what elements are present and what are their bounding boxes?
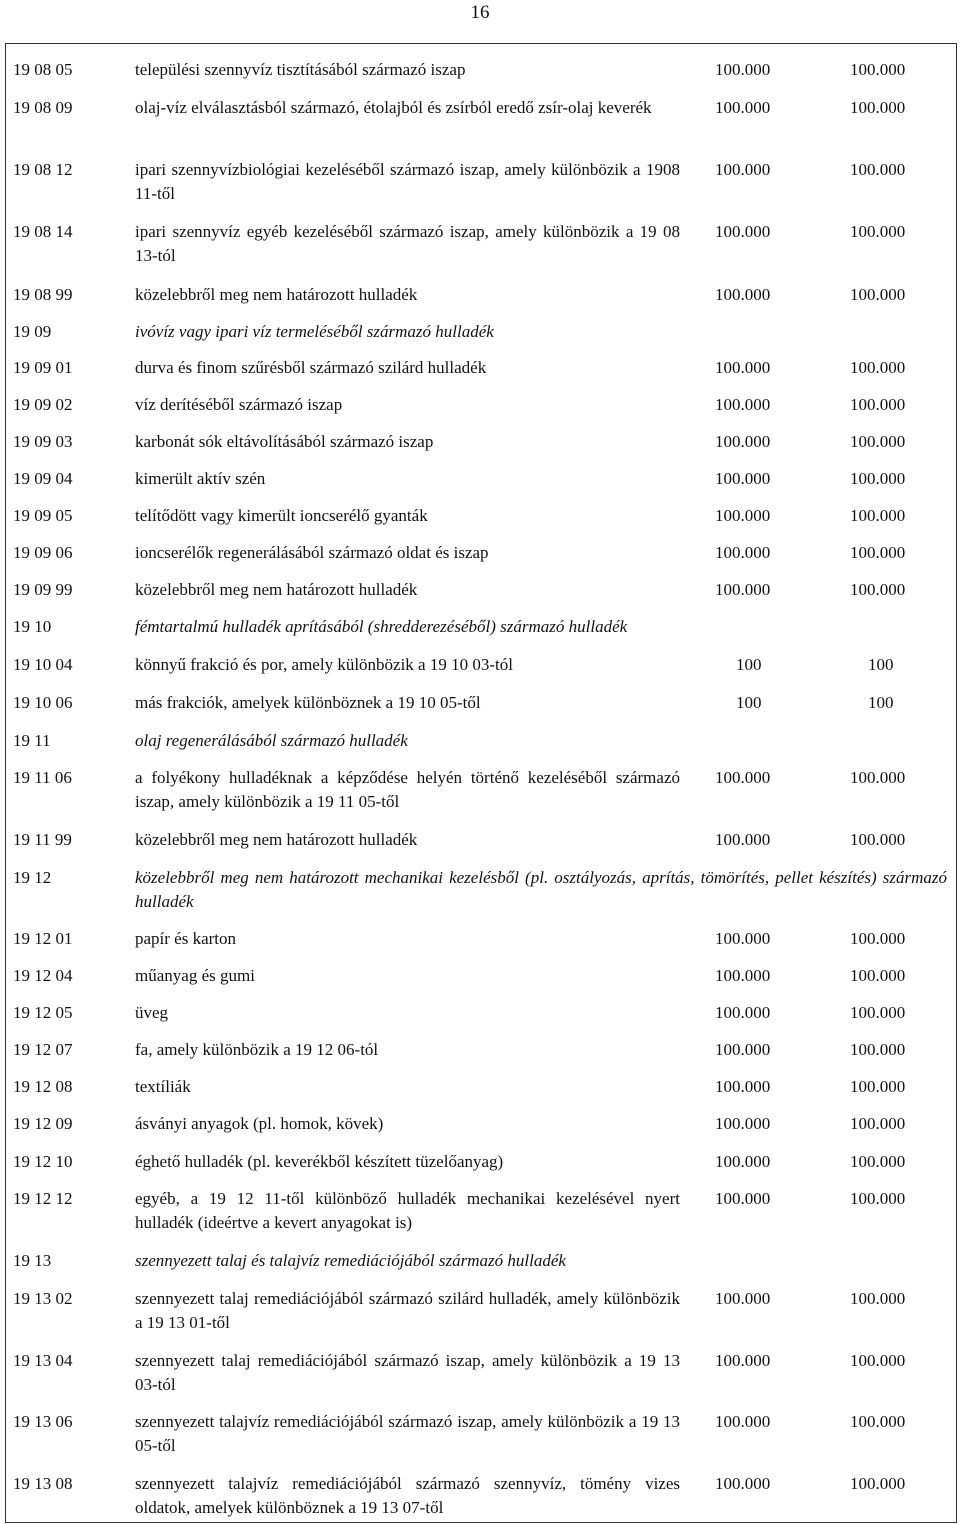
quantity-value-2: 100.000 — [850, 1003, 906, 1022]
quantity-value-2: 100.000 — [850, 1289, 906, 1308]
quantity-value-1: 100.000 — [715, 1289, 771, 1308]
waste-description: a folyékony hulladéknak a képződése helyén történő kezeléséből származó iszap, amely különbözik a 19 11 05-től — [135, 768, 680, 811]
waste-description: papír és karton — [135, 929, 237, 948]
waste-description: víz derítéséből származó iszap — [135, 395, 343, 414]
group-heading: szennyezett talaj és talajvíz remediációjából származó hulladék — [135, 1251, 566, 1270]
waste-code: 19 10 06 — [13, 693, 73, 712]
waste-code: 19 10 — [13, 617, 52, 636]
waste-code: 19 12 12 — [13, 1189, 73, 1208]
waste-description: éghető hulladék (pl. keverékből készített tüzelőanyag) — [135, 1152, 504, 1171]
quantity-value-2: 100.000 — [850, 469, 906, 488]
quantity-value-1: 100.000 — [715, 1474, 771, 1493]
quantity-value-1: 100.000 — [715, 1189, 771, 1208]
waste-description: kimerült aktív szén — [135, 469, 266, 488]
quantity-value-1: 100.000 — [715, 768, 771, 787]
quantity-value-1: 100.000 — [715, 469, 771, 488]
group-heading: fémtartalmú hulladék aprításából (shredderezéséből) származó hulladék — [135, 617, 628, 636]
quantity-value-1: 100.000 — [715, 222, 771, 241]
quantity-value-1: 100.000 — [715, 432, 771, 451]
quantity-value-2: 100 — [868, 655, 894, 674]
waste-code: 19 08 14 — [13, 222, 73, 241]
quantity-value-1: 100.000 — [715, 1077, 771, 1096]
waste-code: 19 12 09 — [13, 1114, 73, 1133]
quantity-value-2: 100.000 — [850, 1040, 906, 1059]
quantity-value-2: 100.000 — [850, 1077, 906, 1096]
waste-code: 19 09 03 — [13, 432, 73, 451]
quantity-value-1: 100.000 — [715, 1114, 771, 1133]
quantity-value-2: 100.000 — [850, 1152, 906, 1171]
waste-code: 19 13 06 — [13, 1412, 73, 1431]
waste-code: 19 13 04 — [13, 1351, 73, 1370]
waste-code: 19 08 09 — [13, 98, 73, 117]
waste-description: ipari szennyvíz egyéb kezeléséből származó iszap, amely különbözik a 19 08 13-tól — [135, 222, 680, 265]
quantity-value-1: 100.000 — [715, 60, 771, 79]
waste-code: 19 11 — [13, 731, 51, 750]
quantity-value-1: 100.000 — [715, 929, 771, 948]
waste-code: 19 12 01 — [13, 929, 73, 948]
waste-description: szennyezett talaj remediációjából származó szilárd hulladék, amely különbözik a 19 13 01-től — [135, 1289, 680, 1332]
group-heading: olaj regenerálásából származó hulladék — [135, 731, 408, 750]
waste-description: szennyezett talajvíz remediációjából származó iszap, amely különbözik a 19 13 05-től — [135, 1412, 680, 1455]
waste-description: más frakciók, amelyek különböznek a 19 10 05-től — [135, 693, 481, 712]
waste-code: 19 13 08 — [13, 1474, 73, 1493]
waste-code: 19 12 05 — [13, 1003, 73, 1022]
quantity-value-2: 100.000 — [850, 830, 906, 849]
quantity-value-1: 100.000 — [715, 1351, 771, 1370]
quantity-value-2: 100.000 — [850, 966, 906, 985]
quantity-value-2: 100.000 — [850, 1351, 906, 1370]
quantity-value-2: 100.000 — [850, 160, 906, 179]
quantity-value-2: 100.000 — [850, 506, 906, 525]
quantity-value-2: 100.000 — [850, 543, 906, 562]
quantity-value-2: 100.000 — [850, 580, 906, 599]
waste-description: egyéb, a 19 12 11-től különböző hulladék mechanikai kezelésével nyert hulladék (ideértve a kevert anyagokat is) — [135, 1189, 680, 1232]
quantity-value-2: 100.000 — [850, 222, 906, 241]
quantity-value-2: 100.000 — [850, 929, 906, 948]
waste-description: telítődött vagy kimerült ioncserélő gyanták — [135, 506, 428, 525]
waste-code: 19 10 04 — [13, 655, 73, 674]
quantity-value-2: 100.000 — [850, 432, 906, 451]
quantity-value-2: 100.000 — [850, 1114, 906, 1133]
waste-description: műanyag és gumi — [135, 966, 255, 985]
quantity-value-2: 100.000 — [850, 1412, 906, 1431]
waste-code: 19 11 99 — [13, 830, 72, 849]
quantity-value-1: 100.000 — [715, 98, 771, 117]
quantity-value-2: 100.000 — [850, 98, 906, 117]
quantity-value-1: 100.000 — [715, 395, 771, 414]
quantity-value-2: 100.000 — [850, 358, 906, 377]
quantity-value-1: 100.000 — [715, 1412, 771, 1431]
waste-description: települési szennyvíz tisztításából származó iszap — [135, 60, 466, 79]
waste-description: szennyezett talajvíz remediációjából származó szennyvíz, tömény vizes oldatok, amelyek különböznek a 19 13 07-től — [135, 1474, 680, 1517]
waste-description: ioncserélők regenerálásából származó oldat és iszap — [135, 543, 489, 562]
quantity-value-1: 100.000 — [715, 1003, 771, 1022]
waste-code: 19 12 10 — [13, 1152, 73, 1171]
waste-code: 19 09 — [13, 322, 52, 341]
page-number: 16 — [470, 2, 490, 23]
waste-description: üveg — [135, 1003, 169, 1022]
quantity-value-2: 100.000 — [850, 60, 906, 79]
waste-description: közelebbről meg nem határozott hulladék — [135, 580, 418, 599]
waste-code: 19 09 05 — [13, 506, 73, 525]
waste-code: 19 09 04 — [13, 469, 73, 488]
waste-code: 19 09 06 — [13, 543, 73, 562]
quantity-value-1: 100.000 — [715, 285, 771, 304]
group-heading: ivóvíz vagy ipari víz termeléséből származó hulladék — [135, 322, 494, 341]
quantity-value-2: 100 — [868, 693, 894, 712]
quantity-value-1: 100.000 — [715, 1040, 771, 1059]
waste-code: 19 09 99 — [13, 580, 73, 599]
quantity-value-1: 100.000 — [715, 830, 771, 849]
quantity-value-1: 100 — [736, 655, 762, 674]
waste-code: 19 12 04 — [13, 966, 73, 985]
quantity-value-1: 100.000 — [715, 966, 771, 985]
waste-code: 19 08 99 — [13, 285, 73, 304]
quantity-value-2: 100.000 — [850, 285, 906, 304]
waste-description: fa, amely különbözik a 19 12 06-tól — [135, 1040, 379, 1059]
waste-description: könnyű frakció és por, amely különbözik a 19 10 03-tól — [135, 655, 513, 674]
waste-description: ipari szennyvízbiológiai kezeléséből származó iszap, amely különbözik a 1908 11-től — [135, 160, 680, 203]
waste-code: 19 11 06 — [13, 768, 72, 787]
waste-description: durva és finom szűrésből származó szilárd hulladék — [135, 358, 487, 377]
quantity-value-1: 100.000 — [715, 1152, 771, 1171]
quantity-value-1: 100.000 — [715, 580, 771, 599]
quantity-value-2: 100.000 — [850, 768, 906, 787]
group-heading: közelebbről meg nem határozott mechanikai kezelésből (pl. osztályozás, aprítás, tömörítés, pellet készítés) származó hulladék — [135, 868, 947, 911]
waste-description: közelebbről meg nem határozott hulladék — [135, 830, 418, 849]
waste-description: ásványi anyagok (pl. homok, kövek) — [135, 1114, 384, 1133]
quantity-value-1: 100.000 — [715, 160, 771, 179]
waste-code: 19 09 02 — [13, 395, 73, 414]
quantity-value-1: 100 — [736, 693, 762, 712]
waste-description: olaj-víz elválasztásból származó, étolajból és zsírból eredő zsír-olaj keverék — [135, 98, 652, 117]
quantity-value-2: 100.000 — [850, 1474, 906, 1493]
waste-description: szennyezett talaj remediációjából származó iszap, amely különbözik a 19 13 03-tól — [135, 1351, 680, 1394]
waste-code: 19 13 — [13, 1251, 52, 1270]
waste-code: 19 13 02 — [13, 1289, 73, 1308]
waste-description: karbonát sók eltávolításából származó iszap — [135, 432, 434, 451]
waste-code: 19 12 07 — [13, 1040, 73, 1059]
waste-code: 19 09 01 — [13, 358, 73, 377]
waste-code: 19 08 12 — [13, 160, 73, 179]
quantity-value-2: 100.000 — [850, 395, 906, 414]
waste-code: 19 08 05 — [13, 60, 73, 79]
waste-description: közelebbről meg nem határozott hulladék — [135, 285, 418, 304]
quantity-value-1: 100.000 — [715, 506, 771, 525]
quantity-value-2: 100.000 — [850, 1189, 906, 1208]
quantity-value-1: 100.000 — [715, 543, 771, 562]
quantity-value-1: 100.000 — [715, 358, 771, 377]
waste-code: 19 12 08 — [13, 1077, 73, 1096]
waste-code: 19 12 — [13, 868, 52, 887]
waste-description: textíliák — [135, 1077, 191, 1096]
